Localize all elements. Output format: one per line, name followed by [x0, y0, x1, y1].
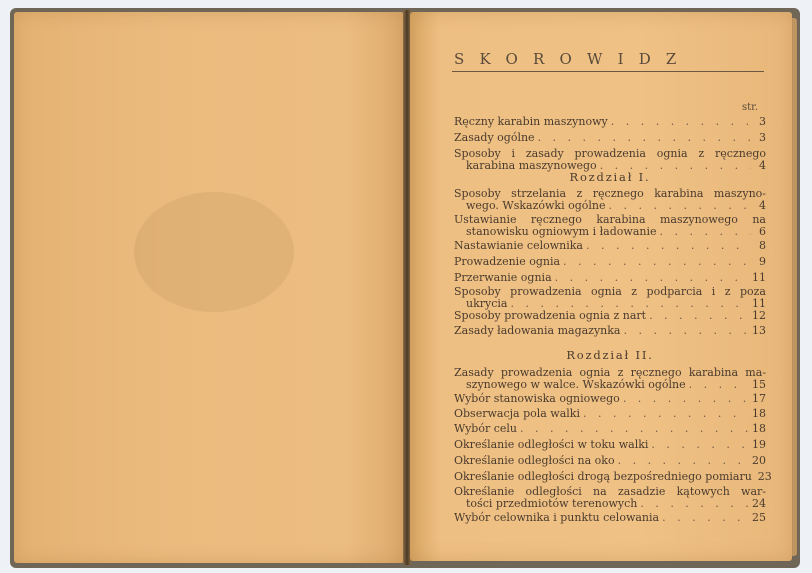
toc-entry: Obserwacja pola walki . . . 18: [454, 408, 766, 420]
right-page-index: [410, 12, 792, 561]
toc-entry: Wybór celu . . . 18: [454, 423, 766, 435]
toc-entry: Sposoby i zasady prowadzenia ognia z ręcznego karabina maszynowego . . . 4: [454, 148, 766, 172]
toc-entry: Określanie odległości na zasadzie kątowych war- tości przedmiotów terenowych . . . 24: [454, 486, 766, 510]
toc-entry: Nastawianie celownika . . . 8: [454, 240, 766, 252]
title-rule: [452, 71, 764, 72]
toc-entry: Zasady ładowania magazynka . . . 13: [454, 325, 766, 337]
toc-entry: Określanie odległości na oko . . . 20: [454, 455, 766, 467]
toc-entry: Przerwanie ognia . . . 11: [454, 272, 766, 284]
left-page-blank: [14, 12, 404, 563]
index-title: SKOROWIDZ: [454, 50, 692, 68]
toc-entry: Sposoby strzelania z ręcznego karabina maszyno- wego. Wskazówki ogólne . . . 4: [454, 188, 766, 212]
paper-stain: [134, 192, 294, 312]
toc-entry: Wybór celownika i punktu celowania . . . 25: [454, 512, 766, 524]
toc-entry: Sposoby prowadzenia ognia z podparcia i z poza ukrycia . . . 11: [454, 286, 766, 310]
toc-entry: Wybór stanowiska ogniowego . . . 17: [454, 393, 766, 405]
toc-entry: Sposoby prowadzenia ognia z nart . . . 12: [454, 310, 766, 322]
toc-entry: Prowadzenie ognia . . . 9: [454, 256, 766, 268]
toc-entry: Zasady prowadzenia ognia z ręcznego karabina ma- szynowego w walce. Wskazówki ogólne . . . 15: [454, 367, 766, 391]
chapter-heading: Rozdział I.: [569, 170, 651, 184]
toc-entry: Określanie odległości w toku walki . . . 19: [454, 439, 766, 451]
chapter-heading: Rozdział II.: [566, 348, 654, 362]
toc-entry: Ustawianie ręcznego karabina maszynowego na stanowisku ogniowym i ładowanie . . . 6: [454, 214, 766, 238]
page-column-label: str.: [742, 102, 759, 113]
toc-entry: Ręczny karabin maszynowy . . . 3: [454, 116, 766, 128]
toc-entry: Określanie odległości drogą bezpośredniego pomiaru 23: [454, 470, 772, 483]
page-edges: [792, 18, 797, 556]
toc-entry: Zasady ogólne . . . 3: [454, 132, 766, 144]
